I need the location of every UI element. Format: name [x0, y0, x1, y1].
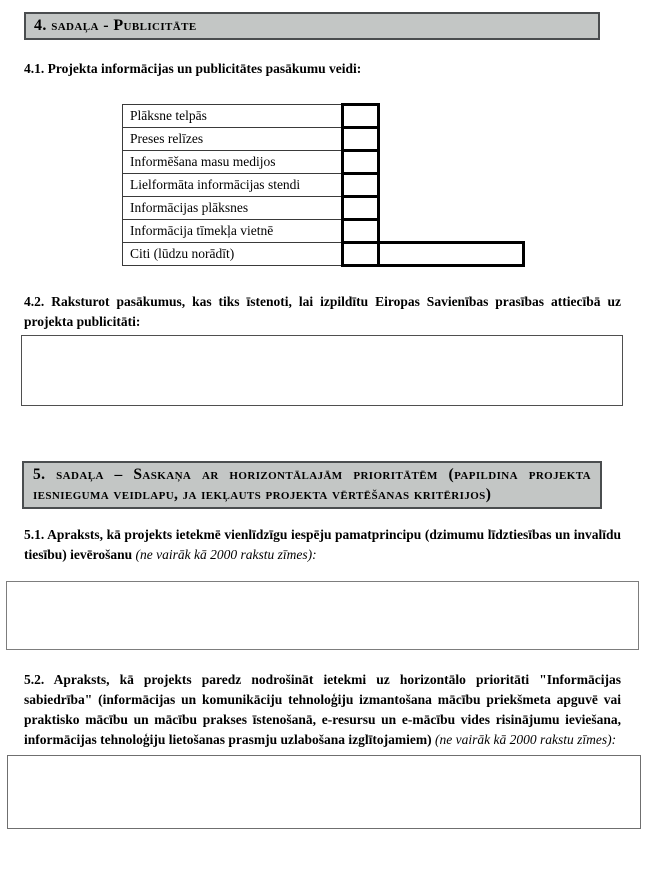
q51-label-bold: 5.1. Apraksts, kā projekts ietekmē vienlīdzīgu iespēju pamatprincipu (dzimumu līdztiesības un invalīdu tiesību) ievērošanu — [24, 527, 621, 562]
table-spacer — [379, 128, 524, 151]
section5-header: 5. sadaļa – Saskaņa ar horizontālajām prioritātēm (papildina projekta iesnieguma veidlapu, ja iekļauts projekta vērtēšanas kritērijos) — [22, 461, 602, 509]
table-spacer — [379, 220, 524, 243]
checkbox-timekla-vietne[interactable] — [343, 220, 379, 243]
table-row — [123, 174, 524, 197]
q52-label-bold: 5.2. Apraksts, kā projekts paredz nodrošināt ietekmi uz horizontālo prioritāti "Informācijas sabiedrība" (informācijas un komunikāciju tehnoloģiju izmantošana mācību priekšmeta apguvē vai praktisko mācību un mācību prakses īstenošanā, e-resursu un e-mācību vides risinājumu ieviešana, informācijas tehnoloģiju lietošanas prasmju uzlabošana izglītojamiem) — [24, 672, 621, 747]
q51-label-note: (ne vairāk kā 2000 rakstu zīmes): — [135, 547, 317, 562]
q51-answer-box[interactable] — [6, 581, 639, 650]
q52-label — [24, 670, 621, 750]
row-label-timekla-vietne: Informācija tīmekļa vietnē — [123, 220, 343, 243]
q52-label-note: (ne vairāk kā 2000 rakstu zīmes): — [435, 732, 617, 747]
row-label-plaksne-telpas: Plāksne telpās — [123, 105, 343, 128]
q52-answer-box[interactable] — [7, 755, 641, 829]
q42-answer-box[interactable] — [21, 335, 623, 406]
table-spacer — [379, 105, 524, 128]
section4-header: 4. sadaļa - Publicitāte — [24, 12, 600, 40]
row-label-preses-relizes: Preses relīzes — [123, 128, 343, 151]
checkbox-plaksne-telpas[interactable] — [343, 105, 379, 128]
checkbox-lielformata-stendi[interactable] — [343, 174, 379, 197]
citi-details-input[interactable] — [379, 243, 524, 266]
q42-label: 4.2. Raksturot pasākumus, kas tiks īstenoti, lai izpildītu Eiropas Savienības prasības attiecībā uz projekta publicitāti: — [24, 294, 621, 329]
checkbox-preses-relizes[interactable] — [343, 128, 379, 151]
table-spacer — [379, 174, 524, 197]
table-row — [123, 105, 524, 128]
table-row — [123, 151, 524, 174]
table-spacer — [379, 197, 524, 220]
table-spacer — [379, 151, 524, 174]
row-label-informacijas-plaksnes: Informācijas plāksnes — [123, 197, 343, 220]
q51-label — [24, 525, 621, 565]
checkbox-informesana-masu-medijos[interactable] — [343, 151, 379, 174]
row-label-lielformata-stendi: Lielformāta informācijas stendi — [123, 174, 343, 197]
q41-label: 4.1. Projekta informācijas un publicitātes pasākumu veidi: — [24, 61, 362, 76]
row-label-informesana-masu-medijos: Informēšana masu medijos — [123, 151, 343, 174]
table-row — [123, 220, 524, 243]
publicity-types-table — [122, 103, 525, 267]
row-label-citi: Citi (lūdzu norādīt) — [123, 243, 343, 266]
table-row — [123, 197, 524, 220]
checkbox-informacijas-plaksnes[interactable] — [343, 197, 379, 220]
table-row — [123, 128, 524, 151]
table-row — [123, 243, 524, 266]
checkbox-citi[interactable] — [343, 243, 379, 266]
